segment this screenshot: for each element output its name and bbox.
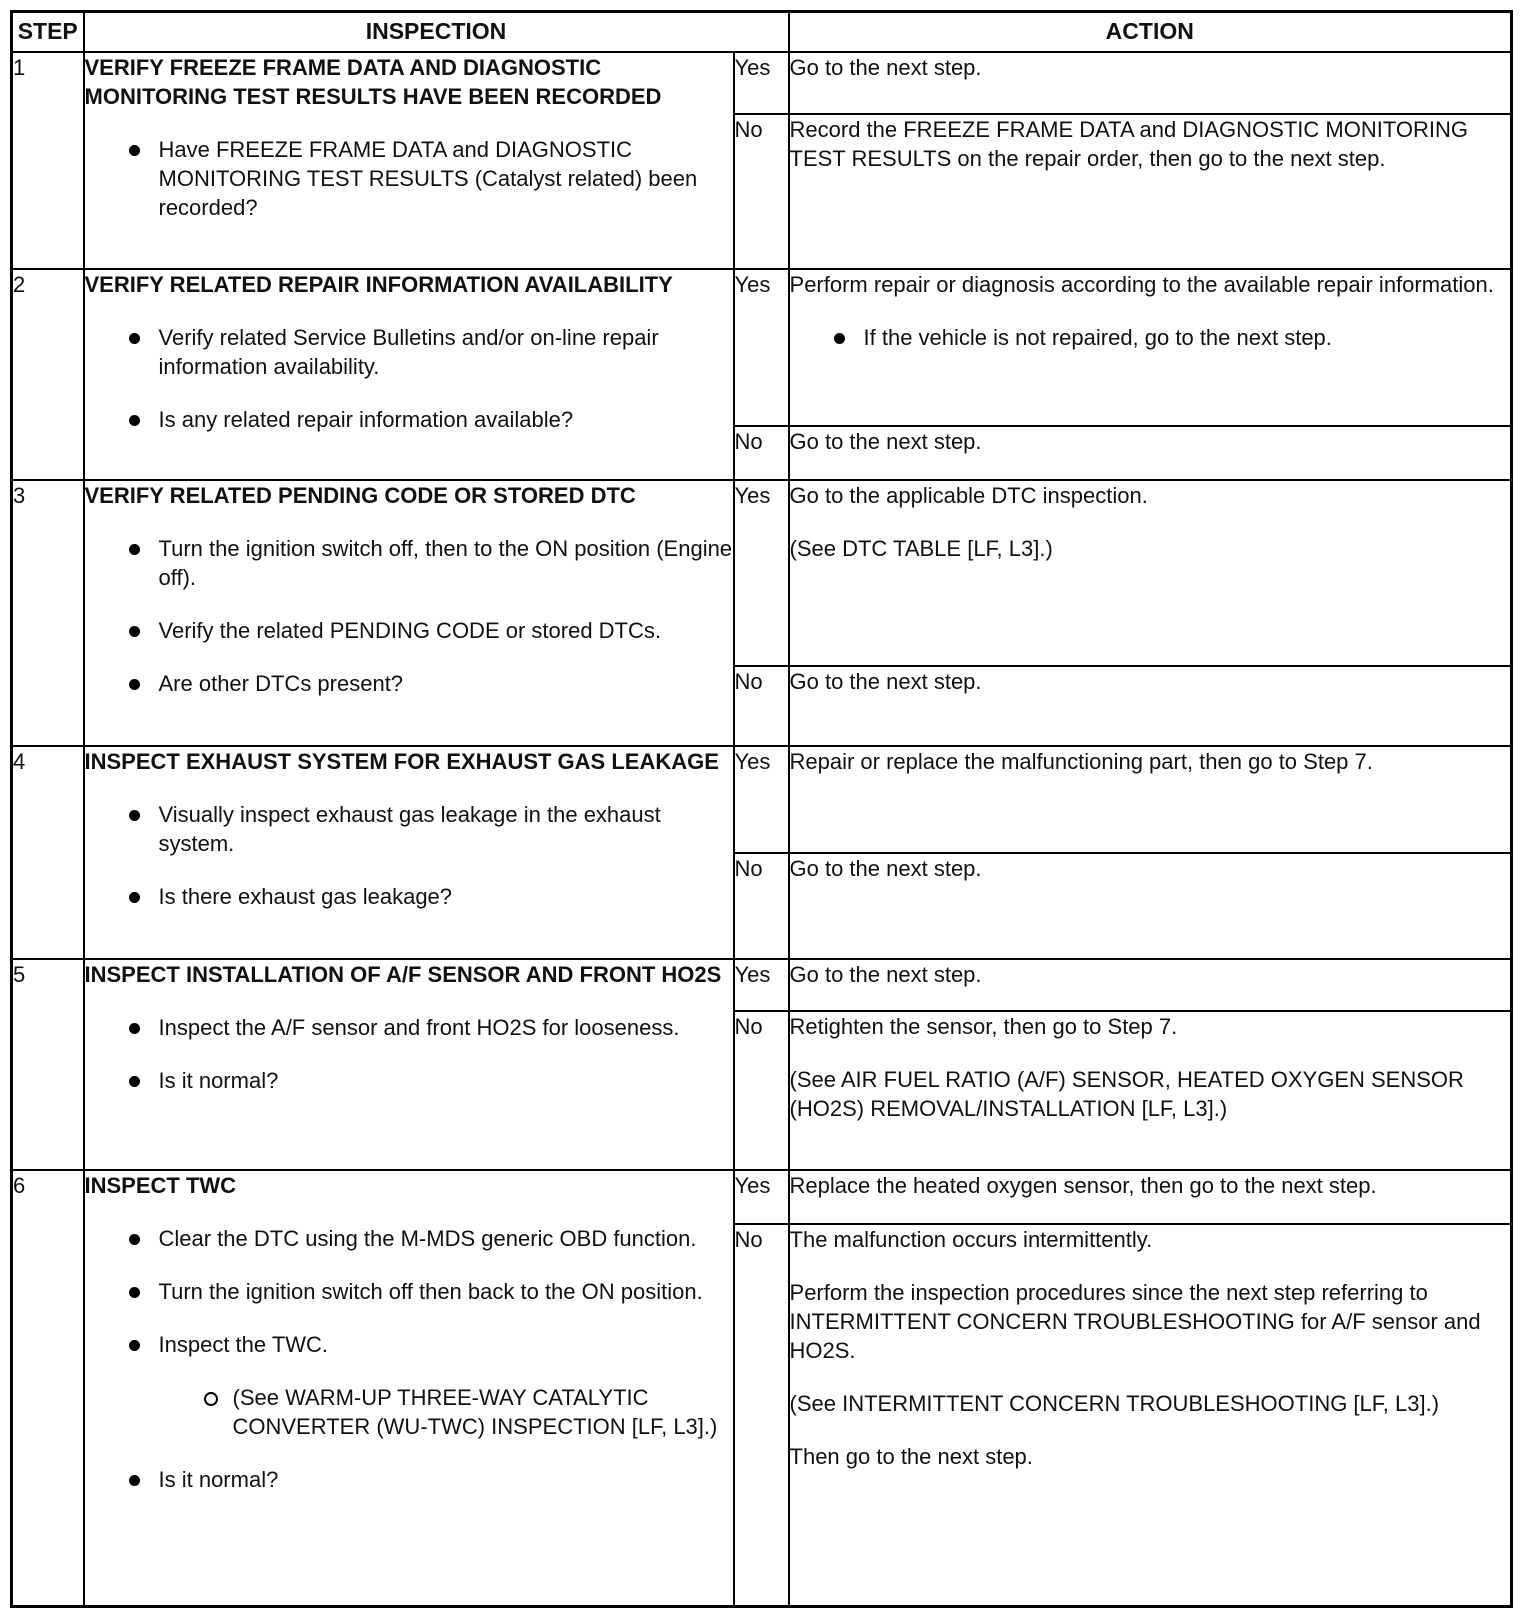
yes-label: Yes — [734, 746, 789, 853]
inspection-bullet: Verify related Service Bulletins and/or on-line repair information availability. — [85, 323, 733, 381]
step-number: 3 — [12, 480, 84, 746]
yes-label: Yes — [734, 959, 789, 1011]
no-label: No — [734, 853, 789, 959]
inspection-bullet: Turn the ignition switch off then back to the ON position. — [85, 1277, 733, 1306]
action-text: Then go to the next step. — [789, 1443, 1033, 1469]
inspection-bullet: Is there exhaust gas leakage? — [85, 882, 733, 911]
inspection-cell — [84, 269, 734, 480]
action-text: Go to the next step. — [789, 54, 982, 80]
inspection-title: VERIFY RELATED PENDING CODE OR STORED DTC — [84, 482, 636, 508]
inspection-bullet-text: Inspect the TWC. — [158, 1331, 329, 1357]
inspection-bullet: Clear the DTC using the M-MDS generic OBD function. — [85, 1224, 733, 1253]
no-action — [789, 1224, 1512, 1607]
table-row — [12, 480, 1512, 666]
table-row — [12, 959, 1512, 1011]
action-reference: (See AIR FUEL RATIO (A/F) SENSOR, HEATED OXYGEN SENSOR (HO2S) REMOVAL/INSTALLATION [LF, L3].) — [789, 1066, 1464, 1121]
action-text: Perform repair or diagnosis according to the available repair information. — [789, 271, 1494, 297]
table-row — [12, 52, 1512, 114]
yes-action — [789, 480, 1512, 666]
inspection-title: VERIFY FREEZE FRAME DATA AND DIAGNOSTIC MONITORING TEST RESULTS HAVE BEEN RECORDED — [84, 54, 662, 109]
yes-label: Yes — [734, 269, 789, 426]
no-action — [789, 1011, 1512, 1170]
inspection-cell — [84, 1170, 734, 1607]
action-text: Repair or replace the malfunctioning part, then go to Step 7. — [789, 748, 1373, 774]
action-text: Go to the applicable DTC inspection. — [789, 482, 1148, 508]
header-step: STEP — [12, 12, 84, 52]
inspection-bullet: Verify the related PENDING CODE or stored DTCs. — [85, 616, 733, 645]
no-label: No — [734, 1011, 789, 1170]
step-number: 1 — [12, 52, 84, 269]
inspection-title: INSPECT INSTALLATION OF A/F SENSOR AND FRONT HO2S — [84, 961, 722, 987]
action-text: Retighten the sensor, then go to Step 7. — [789, 1013, 1178, 1039]
action-bullet: If the vehicle is not repaired, go to the next step. — [790, 323, 1511, 352]
step-number: 6 — [12, 1170, 84, 1607]
inspection-bullet: Is any related repair information available? — [85, 405, 733, 434]
action-text: Go to the next step. — [789, 428, 982, 454]
header-action: ACTION — [789, 12, 1512, 52]
diagnostic-table — [10, 10, 1513, 1608]
table-row — [12, 1170, 1512, 1224]
diagnostic-procedure-sheet — [10, 10, 1510, 1608]
inspection-cell — [84, 480, 734, 746]
action-text: Perform the inspection procedures since the next step referring to INTERMITTENT CONCERN TROUBLESHOOTING for A/F sensor and HO2S. — [789, 1279, 1481, 1363]
step-number: 2 — [12, 269, 84, 480]
yes-action — [789, 269, 1512, 426]
inspection-title: INSPECT TWC — [84, 1172, 237, 1198]
inspection-sub-bullet: (See WARM-UP THREE-WAY CATALYTIC CONVERTER (WU-TWC) INSPECTION [LF, L3].) — [159, 1383, 733, 1441]
yes-label: Yes — [734, 1170, 789, 1224]
inspection-bullet: Is it normal? — [85, 1465, 733, 1494]
inspection-bullet — [85, 1330, 733, 1441]
action-text: Record the FREEZE FRAME DATA and DIAGNOSTIC MONITORING TEST RESULTS on the repair order, then go to the next step. — [789, 116, 1468, 171]
step-number: 5 — [12, 959, 84, 1170]
no-action — [789, 853, 1512, 959]
inspection-bullet: Have FREEZE FRAME DATA and DIAGNOSTIC MONITORING TEST RESULTS (Catalyst related) been recorded? — [85, 135, 733, 222]
header-row — [12, 12, 1512, 52]
no-action — [789, 666, 1512, 746]
action-reference: (See DTC TABLE [LF, L3].) — [789, 535, 1053, 561]
yes-action — [789, 746, 1512, 853]
inspection-bullet: Is it normal? — [85, 1066, 733, 1095]
action-text: Go to the next step. — [789, 961, 982, 987]
inspection-bullet: Visually inspect exhaust gas leakage in the exhaust system. — [85, 800, 733, 858]
inspection-title: VERIFY RELATED REPAIR INFORMATION AVAILABILITY — [84, 271, 673, 297]
inspection-bullet: Are other DTCs present? — [85, 669, 733, 698]
yes-action — [789, 52, 1512, 114]
no-label: No — [734, 1224, 789, 1607]
yes-action — [789, 1170, 1512, 1224]
table-row — [12, 746, 1512, 853]
no-action — [789, 426, 1512, 480]
action-text: Replace the heated oxygen sensor, then go to the next step. — [789, 1172, 1377, 1198]
inspection-bullet: Turn the ignition switch off, then to the ON position (Engine off). — [85, 534, 733, 592]
inspection-title: INSPECT EXHAUST SYSTEM FOR EXHAUST GAS LEAKAGE — [84, 748, 719, 774]
yes-label: Yes — [734, 52, 789, 114]
inspection-cell — [84, 959, 734, 1170]
no-label: No — [734, 114, 789, 269]
no-action — [789, 114, 1512, 269]
yes-label: Yes — [734, 480, 789, 666]
action-text: Go to the next step. — [789, 855, 982, 881]
table-row — [12, 269, 1512, 426]
action-reference: (See INTERMITTENT CONCERN TROUBLESHOOTING [LF, L3].) — [789, 1390, 1440, 1416]
no-label: No — [734, 426, 789, 480]
action-text: Go to the next step. — [789, 668, 982, 694]
yes-action — [789, 959, 1512, 1011]
inspection-bullet: Inspect the A/F sensor and front HO2S for looseness. — [85, 1013, 733, 1042]
inspection-cell — [84, 746, 734, 959]
step-number: 4 — [12, 746, 84, 959]
no-label: No — [734, 666, 789, 746]
header-inspection: INSPECTION — [84, 12, 789, 52]
action-text: The malfunction occurs intermittently. — [789, 1226, 1153, 1252]
inspection-cell — [84, 52, 734, 269]
